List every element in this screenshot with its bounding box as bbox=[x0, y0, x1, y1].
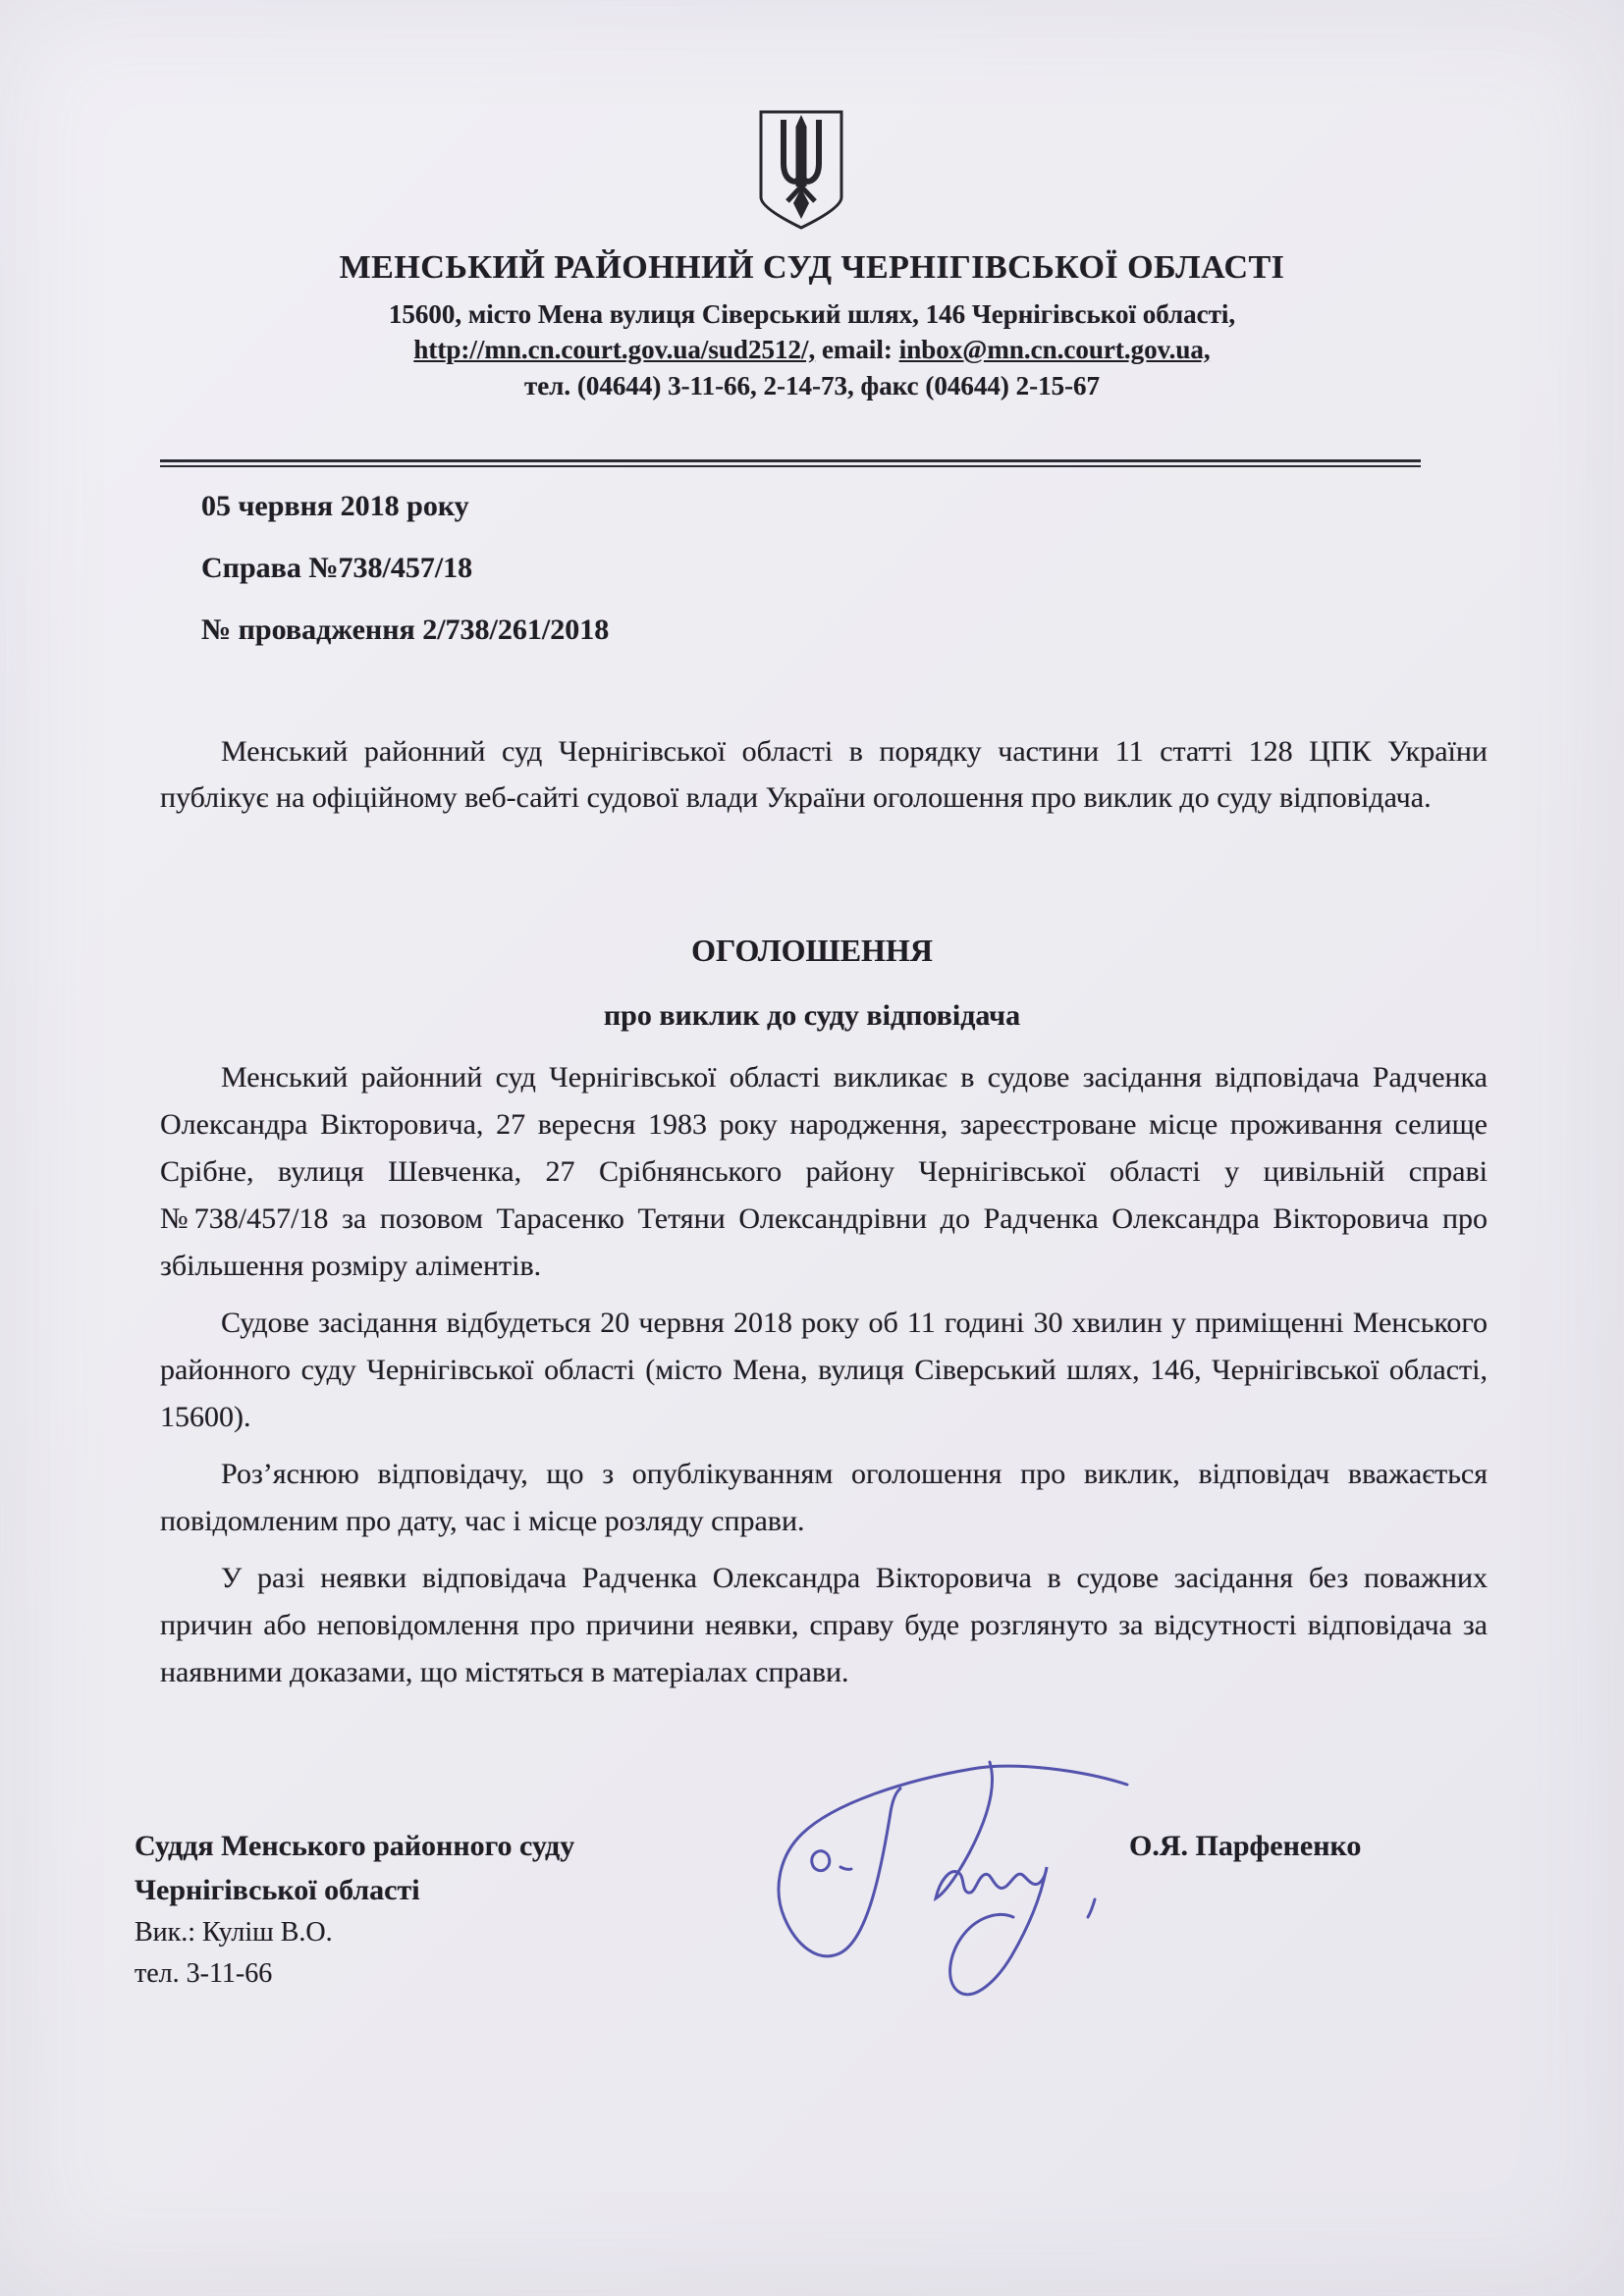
announcement-body bbox=[160, 1054, 1488, 1706]
case-info-block bbox=[201, 489, 609, 674]
executor-phone: тел. 3-11-66 bbox=[135, 1958, 273, 1989]
judge-title-line2: Чернігівської області bbox=[135, 1874, 420, 1906]
intro-section bbox=[160, 728, 1488, 830]
announcement-subtitle: про виклик до суду відповідача bbox=[603, 999, 1021, 1032]
email-label: email: bbox=[815, 335, 899, 364]
court-email-link: inbox@mn.cn.court.gov.ua, bbox=[898, 335, 1211, 364]
header-divider bbox=[160, 459, 1421, 467]
court-address: 15600, місто Мена вулиця Сіверський шлях, 146 Чернігівської області, bbox=[388, 299, 1236, 329]
judge-title-line1: Суддя Менського районного суду bbox=[135, 1830, 575, 1862]
announcement-paragraph: Менський районний суд Чернігівської області викликає в судове засідання відповідача Радченка Олександра Вікторовича, 27 вересня 1983 року народження, зареєстроване місце проживання селище Срібне, вулиця Шевченка, 27 Срібнянського району Чернігівської області у цивільній справі №738/457/18 за позовом Тарасенко Тетяни Олександрівни до Радченка Олександра Вікторовича про збільшення розміру аліментів. bbox=[160, 1061, 1488, 1282]
case-number: Справа №738/457/18 bbox=[201, 552, 473, 584]
court-phone-line: тел. (04644) 3-11-66, 2-14-73, факс (04644) 2-15-67 bbox=[523, 371, 1101, 400]
court-website-link: http://mn.cn.court.gov.ua/sud2512/, bbox=[413, 335, 816, 364]
court-contacts-line bbox=[0, 335, 1624, 365]
intro-paragraph: Менський районний суд Чернігівської області в порядку частини 11 статті 128 ЦПК України публікує на офіційному веб-сайті судової влади України оголошення про виклик до суду відповідача. bbox=[160, 735, 1488, 814]
proceeding-number: № провадження 2/738/261/2018 bbox=[201, 614, 610, 646]
announcement-paragraph: Роз’яснюю відповідачу, що з опублікуванням оголошення про виклик, відповідач вважається повідомленим про дату, час і місце розляду справи. bbox=[160, 1458, 1488, 1537]
coat-of-arms-icon bbox=[756, 108, 846, 239]
judge-signature bbox=[722, 1755, 1144, 2055]
court-name: МЕНСЬКИЙ РАЙОННИЙ СУД ЧЕРНІГІВСЬКОЇ ОБЛАСТІ bbox=[339, 249, 1285, 286]
announcement-paragraph: Судове засідання відбудеться 20 червня 2018 року об 11 годині 30 хвилин у приміщенні Менського районного суду Чернігівської області (місто Мена, вулиця Сіверський шлях, 146, Чернігівської області, 15600). bbox=[160, 1307, 1488, 1433]
executor-line: Вик.: Куліш В.О. bbox=[135, 1917, 333, 1948]
case-date: 05 червня 2018 року bbox=[201, 490, 469, 522]
announcement-paragraph: У разі неявки відповідача Радченка Олександра Вікторовича в судове засідання без поважних причин або неповідомлення про причини неявки, справу буде розглянуто за відсутності відповідача за наявними доказами, що містяться в матеріалах справи. bbox=[160, 1562, 1488, 1688]
signatory-block bbox=[135, 1824, 574, 1995]
judge-name: О.Я. Парфененко bbox=[1129, 1830, 1362, 1862]
announcement-title: ОГОЛОШЕННЯ bbox=[691, 933, 933, 968]
